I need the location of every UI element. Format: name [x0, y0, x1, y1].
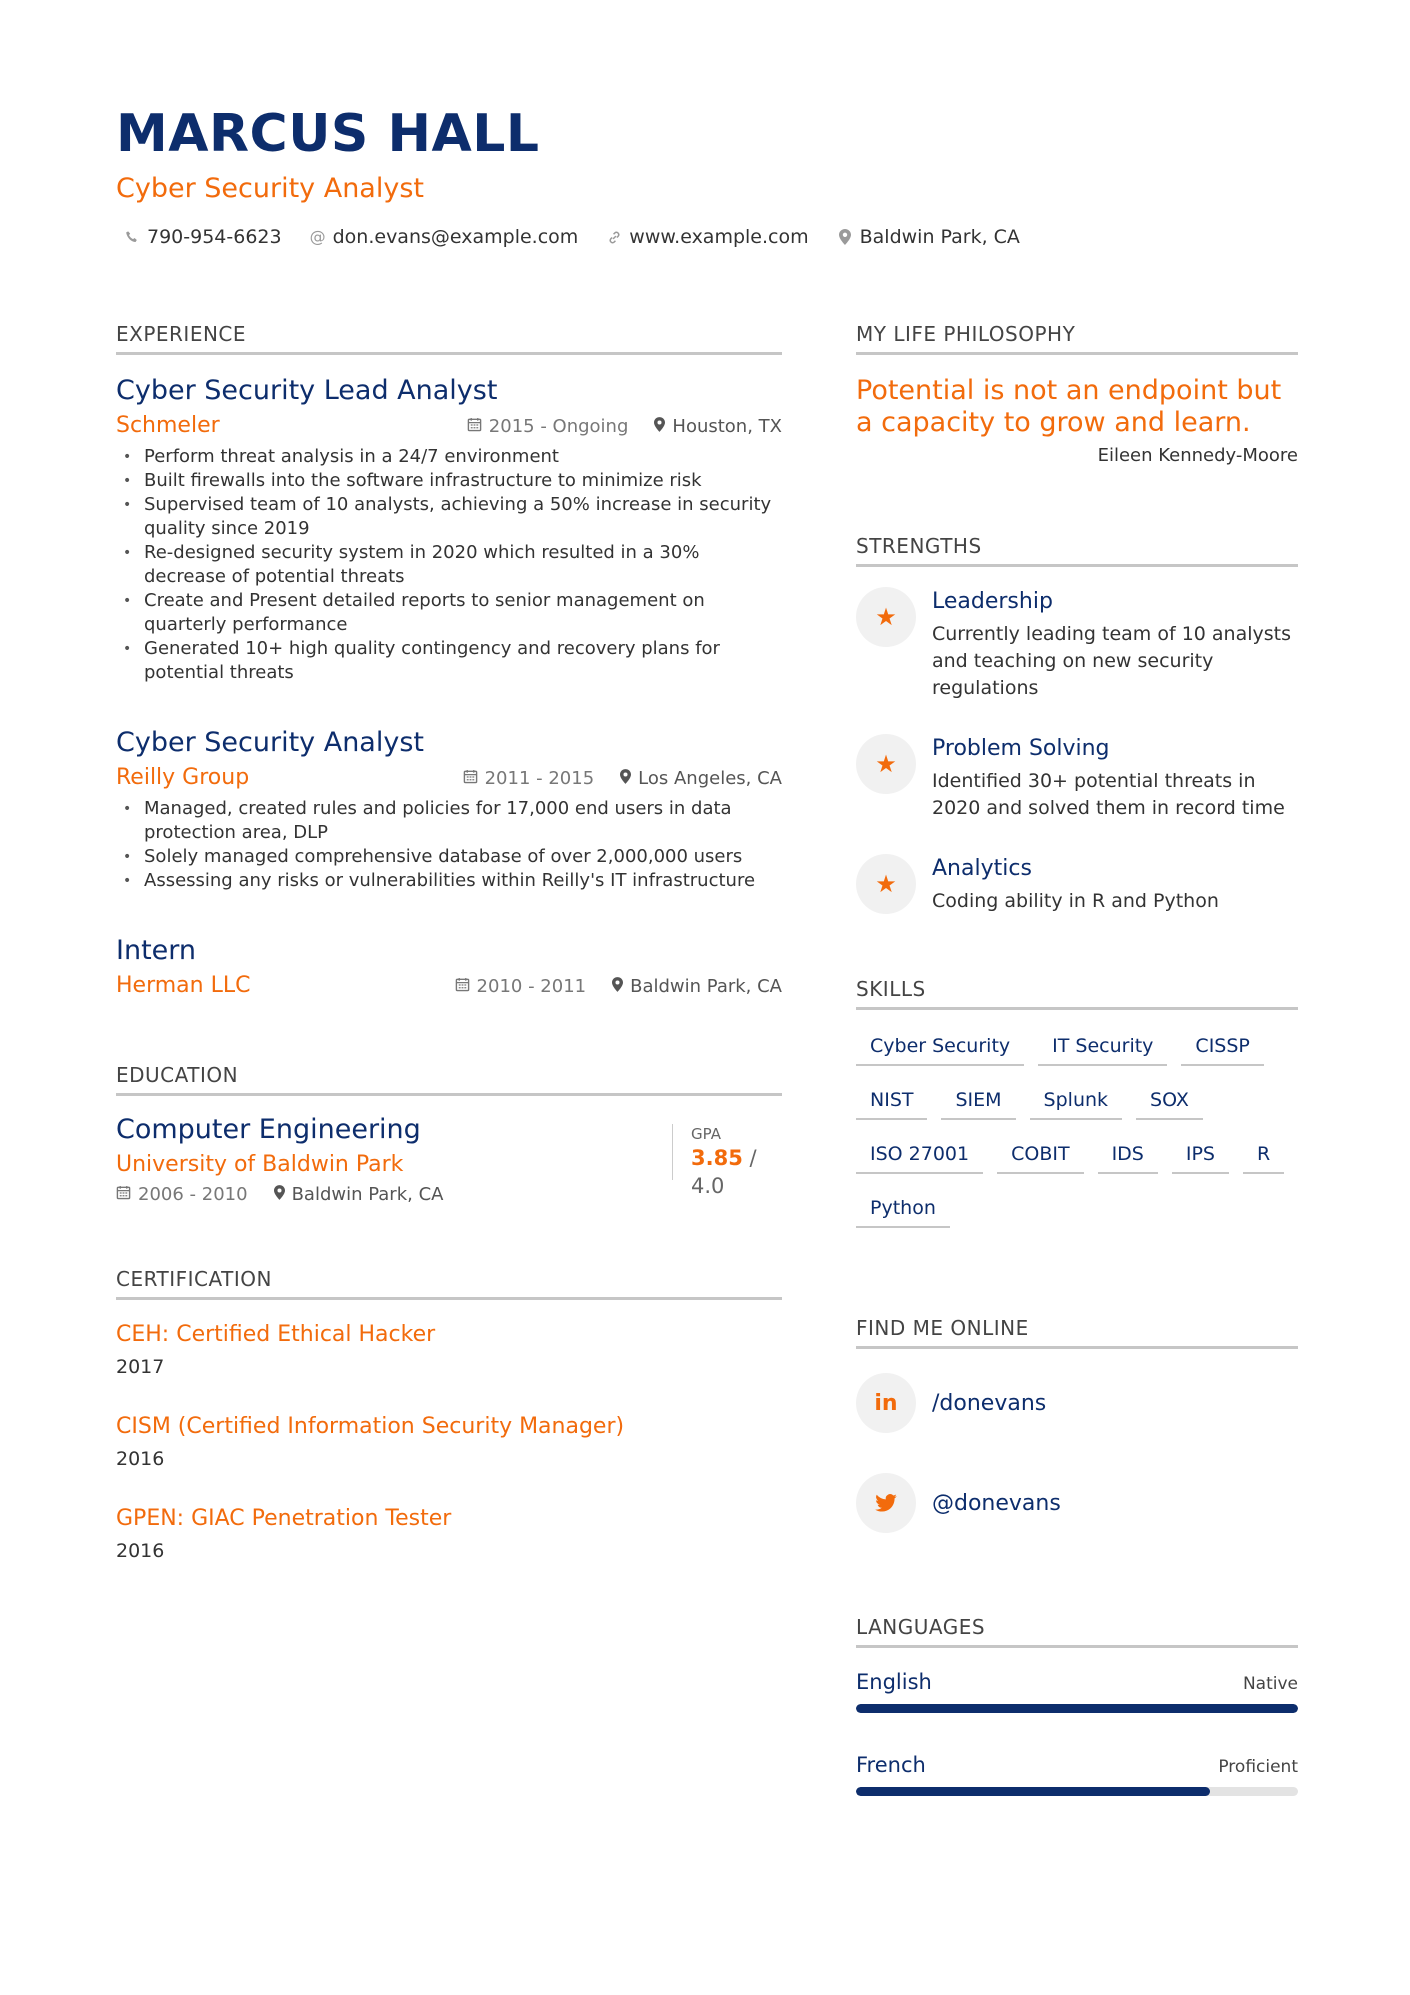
- linkedin-handle[interactable]: /donevans: [932, 1390, 1047, 1416]
- contact-phone: [124, 224, 282, 250]
- candidate-title: Cyber Security Analyst: [116, 173, 424, 204]
- education-dates-text: 2006 - 2010: [138, 1184, 248, 1205]
- phone-text: 790-954-6623: [147, 226, 282, 248]
- job-location: [654, 416, 782, 437]
- job-location-text: Los Angeles, CA: [638, 767, 782, 789]
- skill-tag: Python: [856, 1196, 950, 1228]
- language-name: French: [856, 1753, 926, 1777]
- job-role: Cyber Security Analyst: [116, 727, 424, 758]
- certification-year: 2017: [116, 1356, 165, 1378]
- skills-section: [856, 975, 1298, 1228]
- list-item: • Managed, created rules and policies for 17,000 end users in data protection area, DLP: [116, 797, 782, 845]
- strength-item: [856, 854, 1298, 915]
- calendar-icon: [116, 1185, 131, 1204]
- certification-item: [116, 1504, 782, 1564]
- language-item: [856, 1670, 1298, 1713]
- language-bar: [856, 1787, 1298, 1796]
- job-entry: [116, 933, 782, 1001]
- gpa-max: / 4.0: [691, 1146, 757, 1198]
- list-item: • Solely managed comprehensive database of over 2,000,000 users: [116, 845, 782, 869]
- list-item: • Create and Present detailed reports to senior management on quarterly performance: [116, 589, 782, 637]
- star-icon: ★: [856, 734, 916, 794]
- gpa-value: [691, 1144, 782, 1200]
- school: University of Baldwin Park: [116, 1152, 404, 1177]
- online-section: [856, 1314, 1298, 1533]
- list-item: • Generated 10+ high quality contingency and recovery plans for potential threats: [116, 637, 782, 685]
- job-dates: [455, 976, 587, 997]
- skill-tag: CISSP: [1181, 1034, 1263, 1066]
- phone-icon: [124, 230, 140, 244]
- contact-location: [837, 224, 1020, 250]
- strength-item: [856, 734, 1298, 822]
- location-icon: [274, 1185, 285, 1204]
- twitter-handle[interactable]: @donevans: [932, 1490, 1061, 1516]
- job-meta: [116, 971, 782, 1001]
- skills-heading: SKILLS: [856, 975, 1298, 1010]
- location-icon: [654, 417, 665, 436]
- philosophy-quote: Potential is not an endpoint but a capacity to grow and learn.: [856, 375, 1282, 438]
- strength-desc: Currently leading team of 10 analysts and teaching on new security regulations: [932, 623, 1292, 699]
- contact-website[interactable]: [606, 224, 808, 250]
- gpa-number: 3.85: [691, 1146, 743, 1170]
- linkedin-icon: in: [856, 1373, 916, 1433]
- job-company: Schmeler: [116, 413, 220, 438]
- certification-section: [116, 1265, 782, 1564]
- candidate-name: MARCUS HALL: [116, 104, 540, 164]
- contact-bar: [116, 224, 1316, 250]
- strength-desc: Identified 30+ potential threats in 2020 and solved them in record time: [932, 770, 1285, 819]
- languages-heading: LANGUAGES: [856, 1613, 1298, 1648]
- job-location: [620, 768, 782, 789]
- list-item: • Assessing any risks or vulnerabilities within Reilly's IT infrastructure: [116, 869, 782, 893]
- location-icon: [620, 769, 631, 788]
- job-role: Cyber Security Lead Analyst: [116, 375, 498, 406]
- education-location: [274, 1184, 444, 1205]
- skill-tag: COBIT: [997, 1142, 1083, 1174]
- gpa-label: GPA: [691, 1125, 721, 1143]
- philosophy-section: [856, 320, 1298, 466]
- strength-item: [856, 587, 1298, 702]
- star-icon: ★: [856, 587, 916, 647]
- job-bullets: [116, 445, 782, 685]
- job-entry: [116, 373, 782, 685]
- list-item: • Perform threat analysis in a 24/7 environment: [116, 445, 782, 469]
- link-icon: [606, 230, 622, 245]
- job-meta: [116, 411, 782, 441]
- certification-item: [116, 1320, 782, 1380]
- right-column: [856, 320, 1298, 1796]
- list-item: • Built firewalls into the software infrastructure to minimize risk: [116, 469, 782, 493]
- strengths-section: [856, 532, 1298, 915]
- education-section: [116, 1061, 782, 1205]
- calendar-icon: [463, 769, 478, 788]
- certification-name: GPEN: GIAC Penetration Tester: [116, 1506, 452, 1531]
- calendar-icon: [455, 977, 470, 996]
- twitter-icon: [856, 1473, 916, 1533]
- job-location-text: Baldwin Park, CA: [630, 975, 782, 997]
- list-item: • Supervised team of 10 analysts, achieving a 50% increase in security quality since 2019: [116, 493, 782, 541]
- skill-tag: Splunk: [1030, 1088, 1123, 1120]
- skills-list: [856, 1034, 1298, 1228]
- skill-tag: ISO 27001: [856, 1142, 983, 1174]
- strength-desc: Coding ability in R and Python: [932, 890, 1219, 912]
- quote-author: Eileen Kennedy-Moore: [1097, 445, 1298, 466]
- philosophy-heading: MY LIFE PHILOSOPHY: [856, 320, 1298, 355]
- language-bar-fill: [856, 1787, 1210, 1796]
- certification-name: CEH: Certified Ethical Hacker: [116, 1322, 436, 1347]
- education-heading: EDUCATION: [116, 1061, 782, 1096]
- skill-tag: IPS: [1172, 1142, 1229, 1174]
- experience-heading: EXPERIENCE: [116, 320, 782, 355]
- job-dates: [463, 768, 595, 789]
- job-dates-text: 2010 - 2011: [476, 975, 587, 997]
- job-bullets: [116, 797, 782, 893]
- language-name: English: [856, 1670, 932, 1694]
- skill-tag: R: [1243, 1142, 1284, 1174]
- star-icon: ★: [856, 854, 916, 914]
- gpa-block: [672, 1124, 782, 1198]
- website-text[interactable]: www.example.com: [629, 226, 809, 248]
- contact-email[interactable]: [310, 224, 579, 250]
- job-location: [612, 976, 782, 997]
- skill-tag: IDS: [1098, 1142, 1158, 1174]
- language-level: Proficient: [1218, 1757, 1298, 1777]
- education-location-text: Baldwin Park, CA: [291, 1184, 444, 1205]
- language-level: Native: [1242, 1674, 1298, 1694]
- location-icon: [612, 977, 623, 996]
- experience-section: [116, 320, 782, 1001]
- skill-tag: IT Security: [1038, 1034, 1167, 1066]
- education-entry: [116, 1112, 782, 1205]
- skill-tag: Cyber Security: [856, 1034, 1024, 1066]
- list-item: • Re-designed security system in 2020 which resulted in a 30% decrease of potential threats: [116, 541, 782, 589]
- resume-header: [116, 104, 1316, 250]
- job-company: Herman LLC: [116, 973, 251, 998]
- email-text[interactable]: don.evans@example.com: [332, 226, 579, 248]
- at-icon: @: [309, 227, 326, 246]
- skill-tag: NIST: [856, 1088, 927, 1120]
- certification-name: CISM (Certified Information Security Manager): [116, 1414, 625, 1439]
- location-icon: [837, 229, 853, 245]
- strength-title: Problem Solving: [932, 736, 1110, 761]
- job-dates-text: 2015 - Ongoing: [488, 415, 629, 437]
- social-link-twitter[interactable]: [856, 1473, 1298, 1533]
- language-bar-fill: [856, 1704, 1298, 1713]
- online-heading: FIND ME ONLINE: [856, 1314, 1298, 1349]
- job-entry: [116, 725, 782, 893]
- strengths-heading: STRENGTHS: [856, 532, 1298, 567]
- job-location-text: Houston, TX: [672, 415, 782, 437]
- job-meta: [116, 763, 782, 793]
- location-text: Baldwin Park, CA: [859, 226, 1020, 248]
- education-dates: [116, 1184, 248, 1205]
- language-item: [856, 1753, 1298, 1796]
- degree: Computer Engineering: [116, 1114, 421, 1145]
- certification-year: 2016: [116, 1540, 165, 1562]
- calendar-icon: [467, 417, 482, 436]
- certification-heading: CERTIFICATION: [116, 1265, 782, 1300]
- language-bar: [856, 1704, 1298, 1713]
- strength-title: Leadership: [932, 589, 1053, 614]
- strength-title: Analytics: [932, 856, 1032, 881]
- skill-tag: SOX: [1136, 1088, 1203, 1120]
- job-dates: [467, 416, 629, 437]
- certification-item: [116, 1412, 782, 1472]
- job-dates-text: 2011 - 2015: [484, 767, 595, 789]
- left-column: [116, 320, 782, 1564]
- skill-tag: SIEM: [941, 1088, 1015, 1120]
- job-role: Intern: [116, 935, 197, 966]
- job-company: Reilly Group: [116, 765, 250, 790]
- languages-section: [856, 1613, 1298, 1796]
- social-link-linkedin[interactable]: [856, 1373, 1298, 1433]
- certification-year: 2016: [116, 1448, 165, 1470]
